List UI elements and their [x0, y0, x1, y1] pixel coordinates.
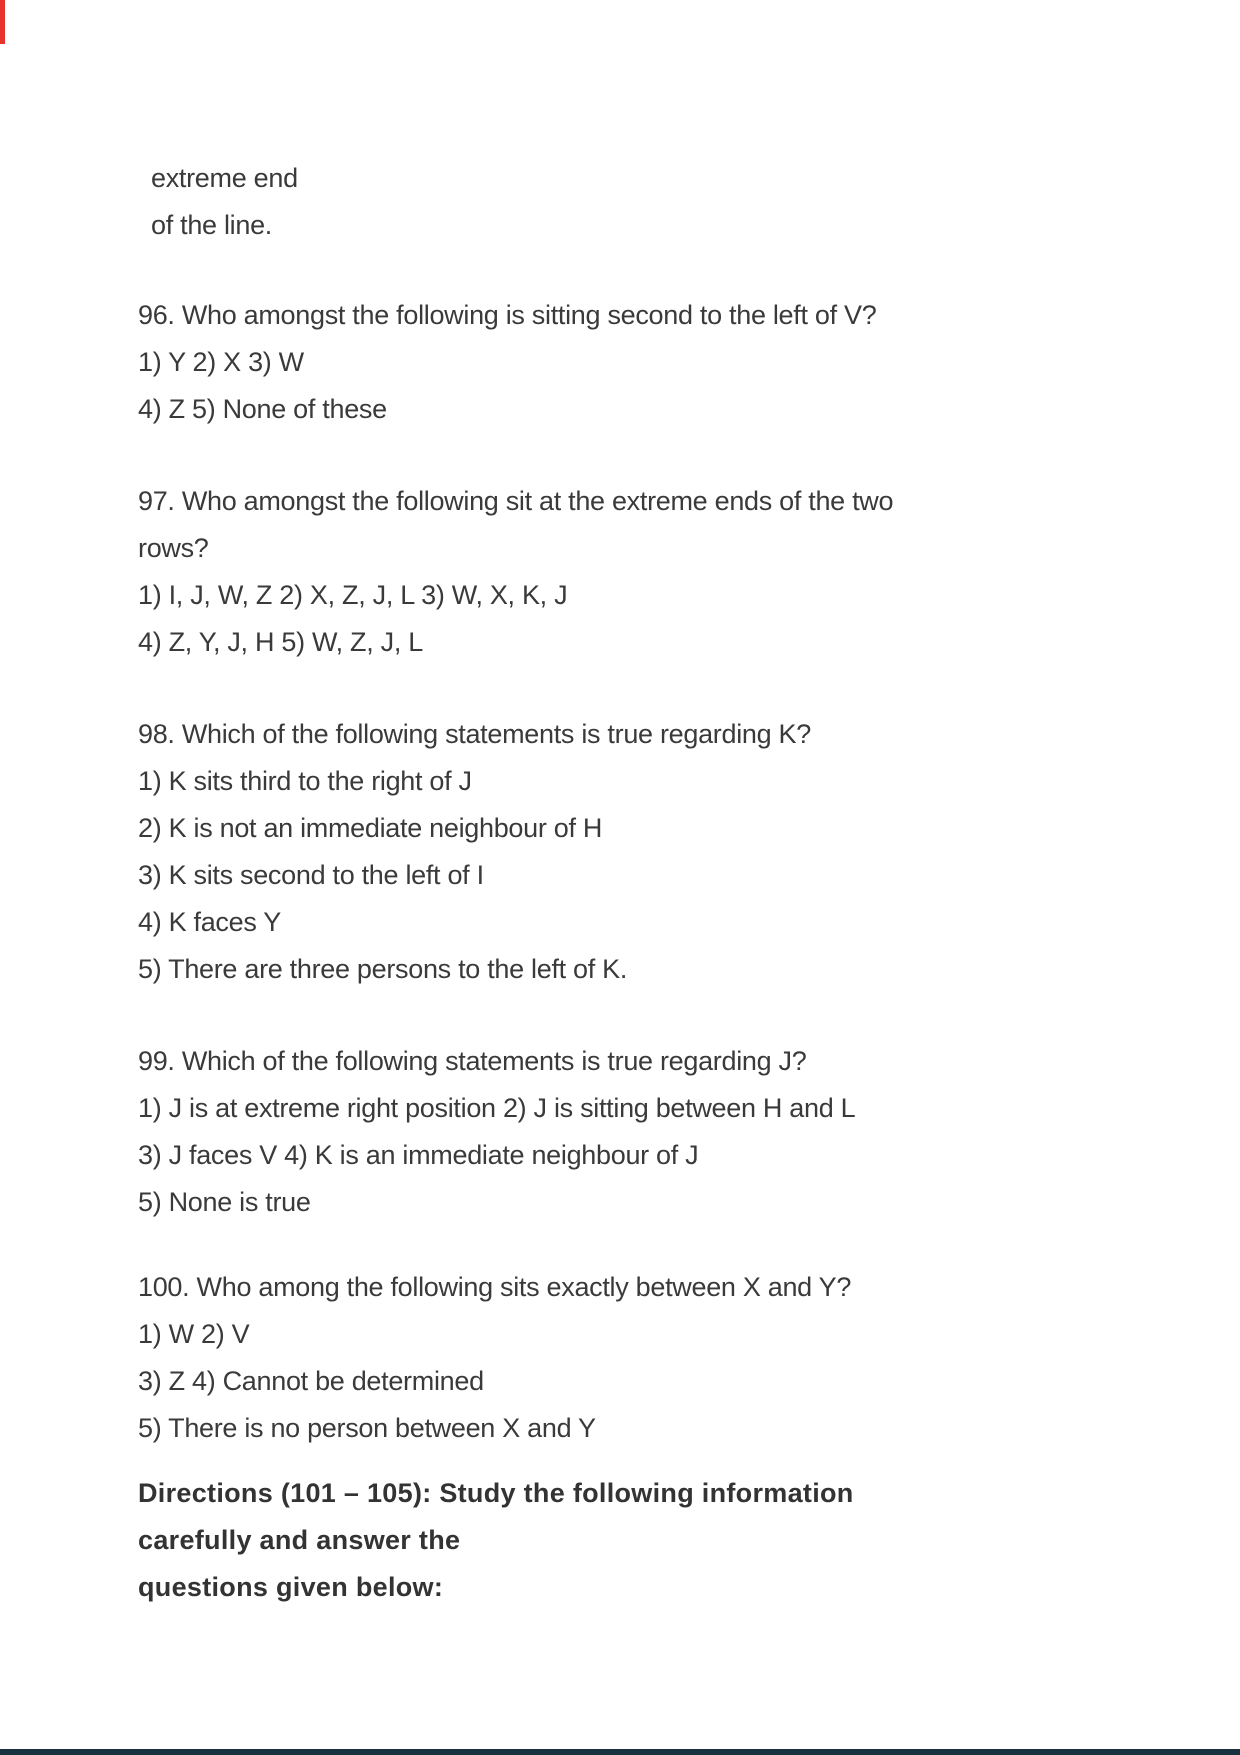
question-options: 1) I, J, W, Z 2) X, Z, J, L 3) W, X, K, J: [138, 580, 568, 610]
intro-line: extreme end: [151, 163, 298, 193]
question-options: 1) W 2) V: [138, 1319, 250, 1349]
directions-line: carefully and answer the: [138, 1525, 461, 1555]
question-text: 99. Which of the following statements is true regarding J?: [138, 1046, 807, 1076]
question-options: 3) J faces V 4) K is an immediate neighbour of J: [138, 1140, 699, 1170]
page-content: [138, 155, 1128, 1611]
intro-line: of the line.: [151, 210, 272, 240]
question-options: 1) K sits third to the right of J: [138, 766, 472, 796]
question-options: 5) None is true: [138, 1187, 311, 1217]
question-options: 2) K is not an immediate neighbour of H: [138, 813, 603, 843]
question-96: [138, 292, 1128, 433]
question-options: 3) Z 4) Cannot be determined: [138, 1366, 484, 1396]
question-97: [138, 478, 1128, 666]
question-options: 4) Z, Y, J, H 5) W, Z, J, L: [138, 627, 423, 657]
question-98: [138, 711, 1128, 993]
question-options: 5) There are three persons to the left of K.: [138, 954, 628, 984]
question-options: 1) J is at extreme right position 2) J is sitting between H and L: [138, 1093, 856, 1123]
question-text: 100. Who among the following sits exactly between X and Y?: [138, 1272, 852, 1302]
question-text: 97. Who amongst the following sit at the extreme ends of the two: [138, 486, 894, 516]
question-options: 4) Z 5) None of these: [138, 394, 387, 424]
question-text: rows?: [138, 533, 209, 563]
question-options: 4) K faces Y: [138, 907, 281, 937]
directions-line: questions given below:: [138, 1572, 444, 1602]
question-99: [138, 1038, 1128, 1226]
next-page-edge: [0, 1749, 1240, 1755]
question-text: 96. Who amongst the following is sitting second to the left of V?: [138, 300, 877, 330]
question-options: 1) Y 2) X 3) W: [138, 347, 304, 377]
directions-heading: [138, 1470, 1128, 1611]
page-edge-marker: [0, 0, 5, 44]
question-options: 5) There is no person between X and Y: [138, 1413, 596, 1443]
question-100: [138, 1264, 1128, 1452]
directions-line: Directions (101 – 105): Study the following information: [138, 1478, 854, 1508]
question-options: 3) K sits second to the left of I: [138, 860, 484, 890]
intro-paragraph: [151, 155, 1128, 249]
question-text: 98. Which of the following statements is true regarding K?: [138, 719, 811, 749]
